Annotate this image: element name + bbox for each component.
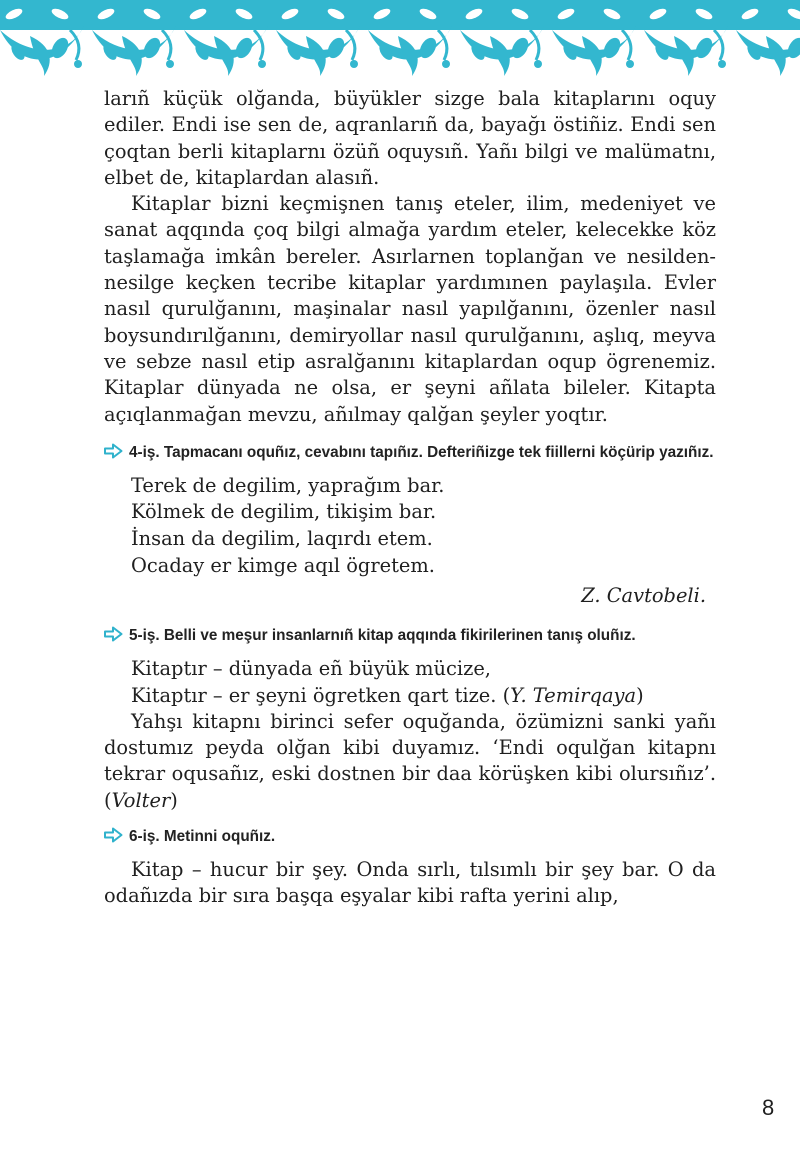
arrow-right-icon xyxy=(104,626,123,642)
poem-line: Kölmek de degilim, tikişim bar. xyxy=(131,500,437,524)
quote-author: Volter xyxy=(111,788,171,812)
page-number: 8 xyxy=(762,1095,775,1120)
exercise-number: 6-iş. xyxy=(129,828,160,846)
exercise-number: 5-iş. xyxy=(129,627,160,645)
quotes-block xyxy=(104,656,716,814)
poem-line: Ocaday er kimge aqıl ögretem. xyxy=(131,553,435,577)
paragraph-voltaire xyxy=(104,709,716,814)
poem-line: İnsan da degilim, laqırdı etem. xyxy=(131,527,433,551)
floral-border-ornament xyxy=(0,0,800,80)
quote-text: Kitaptır – er şeyni ögretken qart tize. ( xyxy=(131,683,511,707)
exercise-5-heading xyxy=(104,625,716,646)
exercise-instruction: Belli ve meşur insanlarnıñ kitap aqqında fikirilerinen tanış oluñız. xyxy=(163,627,636,645)
arrow-right-icon xyxy=(104,827,123,843)
quote-text: Yahşı kitapnı birinci sefer oquğanda, özümizni sanki yañı dostumız peyda olğan kibi duyamız. ‘Endi oqulğan kitapnı tekrar oqusañız, eski dostnen bir daa körüşken kibi olursıñız’. ( xyxy=(104,709,716,812)
poem-author: Z. Cavtobeli. xyxy=(581,584,706,608)
quote-line: Kitaptır – dünyada eñ büyük mücize, xyxy=(131,657,491,681)
quote-close: ) xyxy=(170,788,178,812)
quote-line xyxy=(104,683,716,709)
paragraph-kitap: Kitap – hucur bir şey. Onda sırlı, tılsımlı bir şey bar. O da odañızda bir sıra başqa eşyalar kibi rafta yerini alıp, xyxy=(104,858,716,908)
exercise-instruction: Tapmacanı oquñız, cevabını tapıñız. Defteriñizge tek fiillerni köçürip yazıñız. xyxy=(163,443,714,461)
arrow-right-icon xyxy=(104,443,123,459)
paragraph-intro: larıñ küçük olğanda, büyükler sizge bala kitaplarını oquy ediler. Endi ise sen de, aqranlarıñ da, bayağı östiñiz. Endi sen çoqtan berli kitaplarnı özüñ oquysıñ. Yañı bilgi ve malümatnı, elbet de, kitaplardan alasıñ. xyxy=(104,87,716,189)
exercise-6-heading xyxy=(104,826,716,847)
riddle-poem xyxy=(131,473,716,579)
paragraph-books: Kitaplar bizni keçmişnen tanış eteler, ilim, medeniyet ve sanat aqqında çoq bilgi almağa yardım eteler, kelecekke köz taşlamağa imkân bereler. Asırlarnen toplanğan ve nesilden-nesilge keçken tecribe kitaplar yardımınen paylaşıla. Evler nasıl qurulğanını, maşinalar nasıl yapılğanını, özenler nasıl boysundırılğanını, demiryollar nasıl qurulğanını, aşlıq, meyva ve sebze nasıl etip asralğanını kitaplardan oqup ögrenemiz. Kitaplar dünyada ne olsa, er şeyni añlata bileler. Kitapta açıqlanmağan mevzu, añılmay qalğan şeyler yoqtır. xyxy=(104,192,716,426)
quote-close: ) xyxy=(636,683,644,707)
exercise-4-heading xyxy=(104,442,716,463)
exercise-instruction: Metinni oquñız. xyxy=(163,828,276,846)
page-body xyxy=(104,86,716,910)
poem-line: Terek de degilim, yaprağım bar. xyxy=(131,473,445,497)
exercise-number: 4-iş. xyxy=(129,443,160,461)
quote-author: Y. Temirqaya xyxy=(510,683,637,707)
